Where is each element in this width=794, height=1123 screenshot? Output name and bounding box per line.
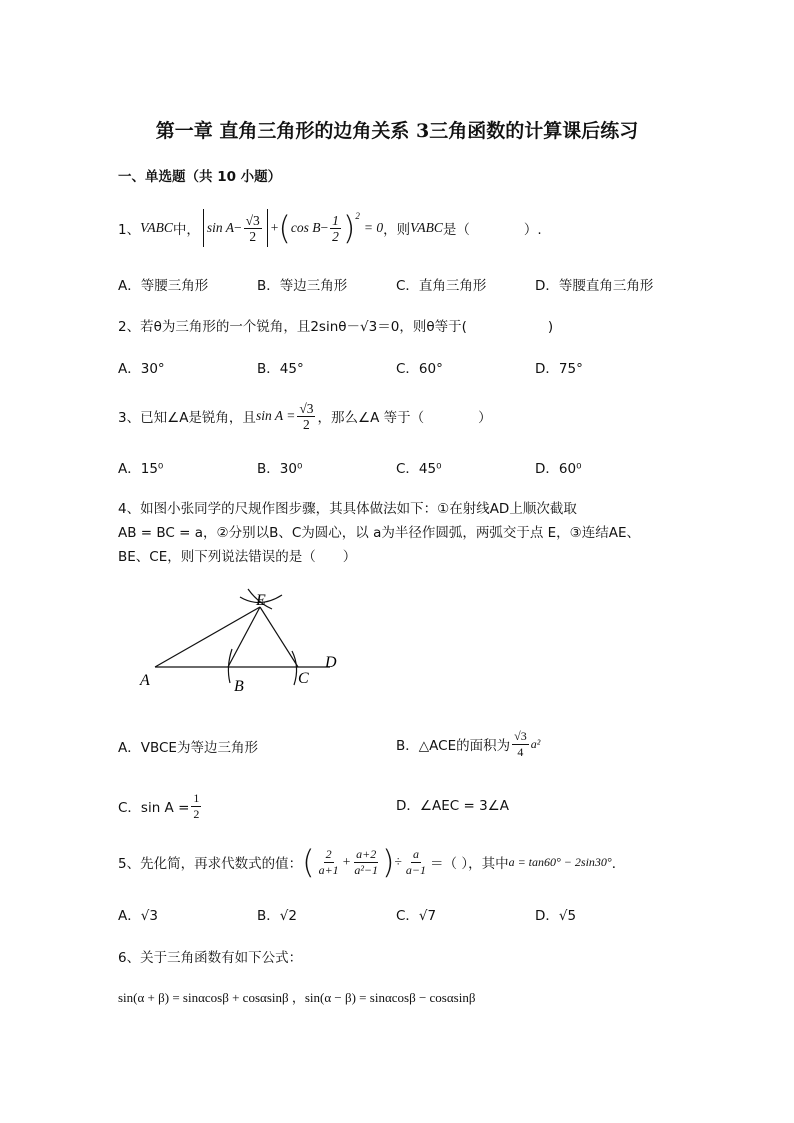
q3-option-c[interactable]: C．45⁰ (396, 461, 442, 477)
question-4-line-2: AB = BC = a，②分别以B、C为圆心，以 a为半径作圆弧，两弧交于点 E，③连结AE、 (118, 525, 641, 541)
q1-minus-2: − (320, 220, 329, 235)
abs-bar-left (203, 209, 204, 247)
q5-option-b[interactable]: B．√2 (257, 908, 297, 924)
q4-optc-den: 2 (193, 806, 200, 821)
q3-stem-a: 3、已知∠A是锐角，且 (118, 410, 256, 426)
q5-end: ． (611, 856, 626, 872)
q4-option-c[interactable] (118, 786, 203, 826)
q1-option-a[interactable]: A．等腰三角形 (118, 278, 209, 294)
question-5-stem (118, 840, 625, 884)
question-6-stem: 6、关于三角函数有如下公式： (118, 950, 303, 966)
q4-option-b[interactable] (396, 724, 540, 764)
q5-frac-2 (352, 847, 380, 878)
label-a: A (140, 672, 150, 689)
q4-optc-num: 1 (193, 790, 200, 805)
q5-f3-den: a−1 (405, 862, 427, 877)
q1-paren-close: ) (342, 209, 356, 247)
q3-option-a[interactable]: A．15⁰ (118, 461, 164, 477)
arc-at-c (292, 651, 297, 685)
q5-paren-close: ) (382, 843, 395, 881)
q5-condition: a = tan60° − 2sin30° (508, 854, 612, 869)
q1-triangle: VABC (140, 220, 173, 235)
question-4-line-3: BE、CE，则下列说法错误的是（ ） (118, 549, 357, 565)
section-heading: 一、单选题（共 10 小题） (118, 169, 282, 185)
q5-paren-open: ( (302, 843, 315, 881)
label-e: E (256, 592, 266, 609)
q1-cosB: cos B (290, 220, 321, 235)
q1-plus: + (270, 220, 279, 235)
q1-then: ，则 (383, 222, 411, 238)
q1-frac-den: 2 (249, 228, 257, 244)
q1-option-b[interactable]: B．等边三角形 (257, 278, 348, 294)
q5-f2-num: a+2 (356, 846, 377, 861)
q5-option-d[interactable]: D．√5 (535, 908, 577, 924)
q4-optb-tail: a² (530, 736, 541, 751)
q4-option-d[interactable]: D．∠AEC = 3∠A (396, 798, 510, 814)
q3-frac-num: √3 (299, 400, 314, 416)
q3-option-d[interactable]: D．60⁰ (535, 461, 582, 477)
q2-option-a[interactable]: A．30° (118, 361, 165, 377)
q4-option-a[interactable]: A．VBCE为等边三角形 (118, 740, 258, 756)
q2-option-c[interactable]: C．60° (396, 361, 443, 377)
q4-optb-prefix: B．△ACE的面积为 (396, 738, 511, 754)
q1-number: 1、 (118, 222, 141, 238)
segment-ce (260, 607, 298, 667)
label-c: C (298, 670, 309, 687)
q3-stem-b: ，那么∠A 等于（ ） (317, 410, 492, 426)
q3-sinA: sin A = (255, 408, 296, 423)
q5-prefix: 5、先化简，再求代数式的值： (118, 856, 303, 872)
q2-option-b[interactable]: B．45° (257, 361, 304, 377)
q5-f1-den: a+1 (318, 862, 339, 877)
q4-optb-frac (512, 729, 529, 760)
q5-option-a[interactable]: A．√3 (118, 908, 158, 924)
q1-eq0: = 0 (363, 220, 384, 235)
q5-plus: + (342, 854, 351, 869)
q3-frac-den: 2 (303, 416, 310, 432)
q1-option-c[interactable]: C．直角三角形 (396, 278, 487, 294)
q3-frac (297, 401, 315, 432)
q5-f2-den: a²−1 (354, 862, 379, 877)
q1-triangle-2: VABC (410, 220, 443, 235)
q2-option-d[interactable]: D．75° (535, 361, 583, 377)
label-b: B (234, 678, 244, 695)
q6-formula: sin(α + β) = sinαcosβ + cosαsinβ ，sin(α − β) = sinαcosβ − cosαsinβ (118, 990, 476, 1005)
q5-tail: ＝（ ），其中 (430, 856, 509, 872)
q4-construction-figure (130, 585, 360, 700)
q5-f3-num: a (412, 846, 419, 861)
q1-tail: 是（ ）. (442, 222, 542, 238)
question-2-stem: 2、若θ为三角形的一个锐角，且2sinθ－√3＝0，则θ等于( ) (118, 319, 554, 335)
q1-option-d[interactable]: D．等腰直角三角形 (535, 278, 654, 294)
q4-optc-prefix: C．sin A = (118, 800, 190, 816)
page-title: 第一章 直角三角形的边角关系 3三角函数的计算课后练习 (155, 120, 639, 142)
q3-option-b[interactable]: B．30⁰ (257, 461, 303, 477)
q5-div: ÷ (394, 854, 402, 869)
q1-frac-sqrt3-2 (244, 213, 262, 244)
q1-frac2-num: 1 (332, 212, 339, 228)
arc-at-b (228, 649, 232, 683)
q1-zhong: 中， (172, 222, 200, 238)
q1-minus: − (233, 220, 242, 235)
q1-square: 2 (355, 211, 360, 221)
q5-f1-num: 2 (325, 846, 332, 861)
q5-frac-1 (317, 847, 341, 878)
q1-frac-1-2 (330, 213, 341, 244)
q1-paren-open: ( (278, 209, 291, 247)
question-1-stem (118, 205, 542, 251)
abs-bar-right (267, 209, 268, 247)
q4-optc-frac (191, 791, 201, 822)
q5-option-c[interactable]: C．√7 (396, 908, 437, 924)
label-d: D (325, 654, 337, 671)
q4-optb-num: √3 (514, 728, 527, 743)
q4-optb-den: 4 (517, 744, 524, 759)
q1-sinA: sin A (206, 220, 234, 235)
question-3-stem (118, 396, 492, 436)
question-4-line-1: 4、如图小张同学的尺规作图步骤，其具体做法如下：①在射线AD上顺次截取 (118, 501, 577, 517)
q1-frac2-den: 2 (332, 228, 339, 244)
q1-frac-num: √3 (245, 212, 260, 228)
q5-frac-3 (404, 847, 428, 878)
